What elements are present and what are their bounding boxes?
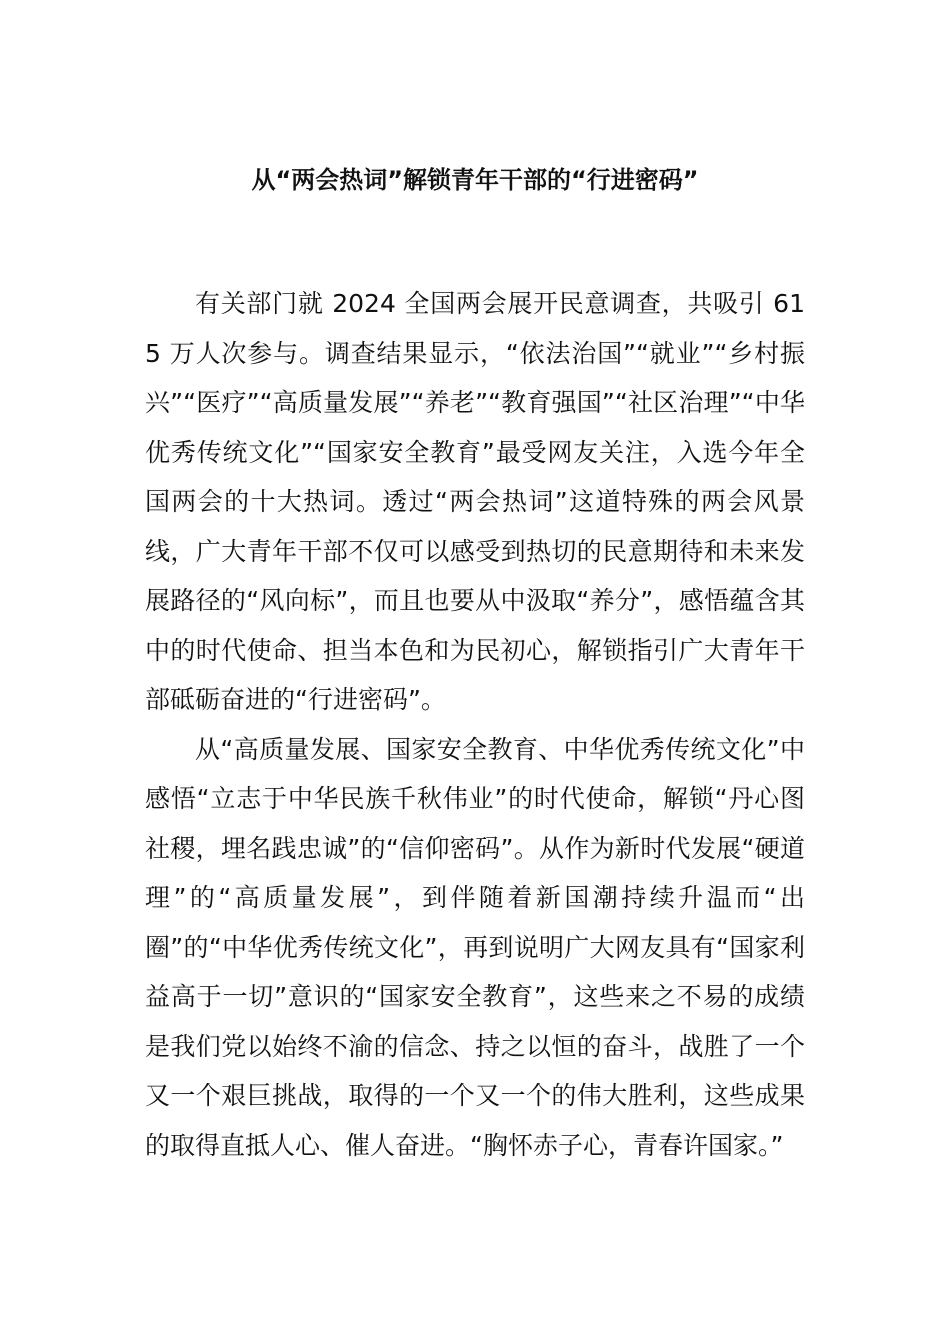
document-title: 从“两会热词”解锁青年干部的“行进密码” — [251, 166, 699, 194]
paragraph-2: 从“高质量发展、国家安全教育、中华优秀传统文化”中感悟“立志于中华民族千秋伟业”的时代使命，解锁“丹心图社稷，埋名践忠诚”的“信仰密码”。从作为新时代发展“硬道理”的“高质量发展”，到伴随着新国潮持续升温而“出圈”的“中华优秀传统文化”，再到说明广大网友具有“国家利益高于一切”意识的“国家安全教育”，这些来之不易的成绩是我们党以始终不渝的信念、持之以恒的奋斗，战胜了一个又一个艰巨挑战，取得的一个又一个的伟大胜利，这些成果的取得直抵人心、催人奋进。“胸怀赤子心，青春许国家。” — [145, 734, 805, 1160]
paragraph-1: 有关部门就 2024 全国两会展开民意调查，共吸引 615 万人次参与。调查结果显示，“依法治国”“就业”“乡村振兴”“医疗”“高质量发展”“养老”“教育强国”“社区治理”“中华优秀传统文化”“国家安全教育”最受网友关注，入选今年全国两会的十大热词。透过“两会热词”这道特殊的两会风景线，广大青年干部不仅可以感受到热切的民意期待和未来发展路径的“风向标”，而且也要从中汲取“养分”，感悟蕴含其中的时代使命、担当本色和为民初心，解锁指引广大青年干部砥砺奋进的“行进密码”。 — [145, 289, 805, 714]
document-body — [145, 279, 805, 1170]
